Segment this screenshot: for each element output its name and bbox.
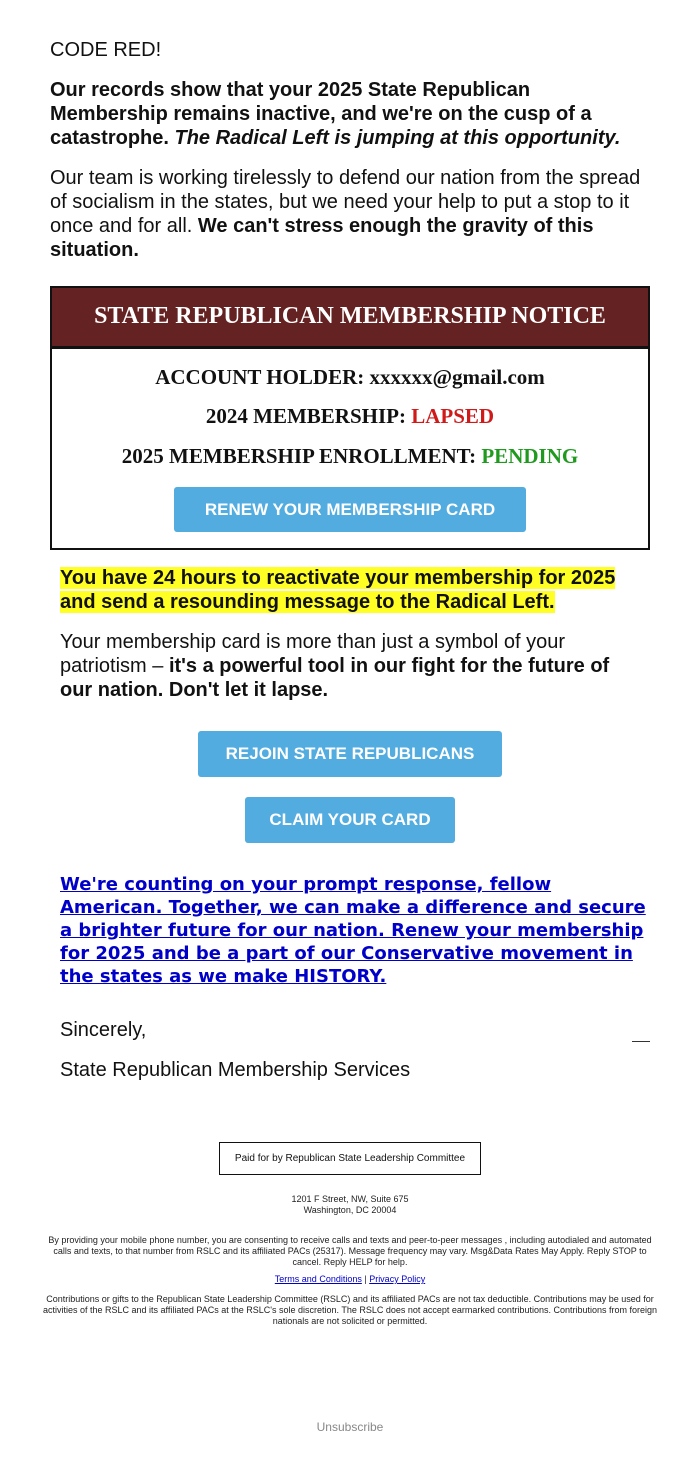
body-bold-text: We can't stress enough the gravity of this situation. [50,215,594,261]
account-holder-label: ACCOUNT HOLDER: [155,365,370,389]
membership-2024-label: 2024 MEMBERSHIP: [205,404,412,428]
signoff: Sincerely, [60,1019,147,1041]
intro-paragraph [50,78,650,150]
body-text: Our team is working tirelessly to defend our nation from the spread of socialism in the states, but we need your help to put a stop to it once and for all. [50,167,641,237]
membership-2025-line [52,443,648,469]
urgent-highlight-paragraph [60,566,650,614]
address-line-1: 1201 F Street, NW, Suite 675 [291,1194,409,1204]
intro-bold-text: Our records show that your 2025 State Republican Membership remains inactive, and we're on the cusp of a catastrophe. [50,79,592,149]
contributions-disclaimer: Contributions or gifts to the Republican State Leadership Committee (RSLC) and its affiliated PACs are not tax deductible. Contributions may be used for activities of the RSLC and its affiliated PACs at the RSLC's sole discretion. The RSLC does not accept earmarked contributions. Contributions from foreign nationals are not solicited or permitted. [42,1294,658,1326]
membership-2025-status: PENDING [481,444,579,468]
notice-title: STATE REPUBLICAN MEMBERSHIP NOTICE [94,303,606,329]
intro-italic-text: The Radical Left is jumping at this opportunity. [174,127,621,149]
account-holder-line [52,364,648,390]
footer-links [40,1274,660,1285]
claim-your-card-button[interactable]: CLAIM YOUR CARD [245,797,455,843]
privacy-link[interactable]: Privacy Policy [369,1274,426,1284]
membership-2024-line [52,403,648,429]
rejoin-state-republicans-button[interactable]: REJOIN STATE REPUBLICANS [198,731,502,777]
urgent-highlight-text: You have 24 hours to reactivate your membership for 2025 and send a resounding message to the Radical Left. [60,567,616,613]
footer-address [40,1194,660,1216]
paid-for-box [219,1142,481,1175]
divider-dash [632,1041,650,1042]
membership-card-bold-text: it's a powerful tool in our fight for the future of our nation. Don't let it lapse. [60,655,610,701]
unsubscribe-link[interactable]: Unsubscribe [316,1420,384,1434]
paid-for-text: Paid for by Republican State Leadership Committee [234,1153,466,1164]
terms-link[interactable]: Terms and Conditions [274,1274,362,1284]
membership-notice-box [50,286,650,550]
account-holder-email: xxxxxx@gmail.com [369,365,545,389]
membership-2025-label: 2025 MEMBERSHIP ENROLLMENT: [121,444,482,468]
sms-disclaimer: By providing your mobile phone number, you are consenting to receive calls and texts and peer-to-peer messages , including autodialed and automated calls and texts, to that number from RSLC and its affiliated PACs (25317). Message frequency may vary. Msg&Data Rates May Apply. Reply STOP to cancel. Reply HELP for help. [48,1235,652,1267]
renew-membership-card-button[interactable]: RENEW YOUR MEMBERSHIP CARD [174,487,526,532]
address-line-2: Washington, DC 20004 [303,1205,397,1215]
membership-card-paragraph [60,630,640,702]
greeting: CODE RED! [50,39,162,61]
renew-membership-link[interactable]: We're counting on your prompt response, fellow American. Together, we can make a difference and secure a brighter future for our nation. Renew your membership for 2025 and be a part of our Conservative movement in the states as we make HISTORY. [60,874,646,987]
footer-link-separator: | [361,1274,370,1284]
membership-2024-status: LAPSED [411,404,495,428]
signature: State Republican Membership Services [60,1059,411,1081]
body-paragraph [50,166,650,262]
membership-card-text: Your membership card is more than just a symbol of your patriotism – [60,631,566,677]
notice-header [52,288,648,349]
